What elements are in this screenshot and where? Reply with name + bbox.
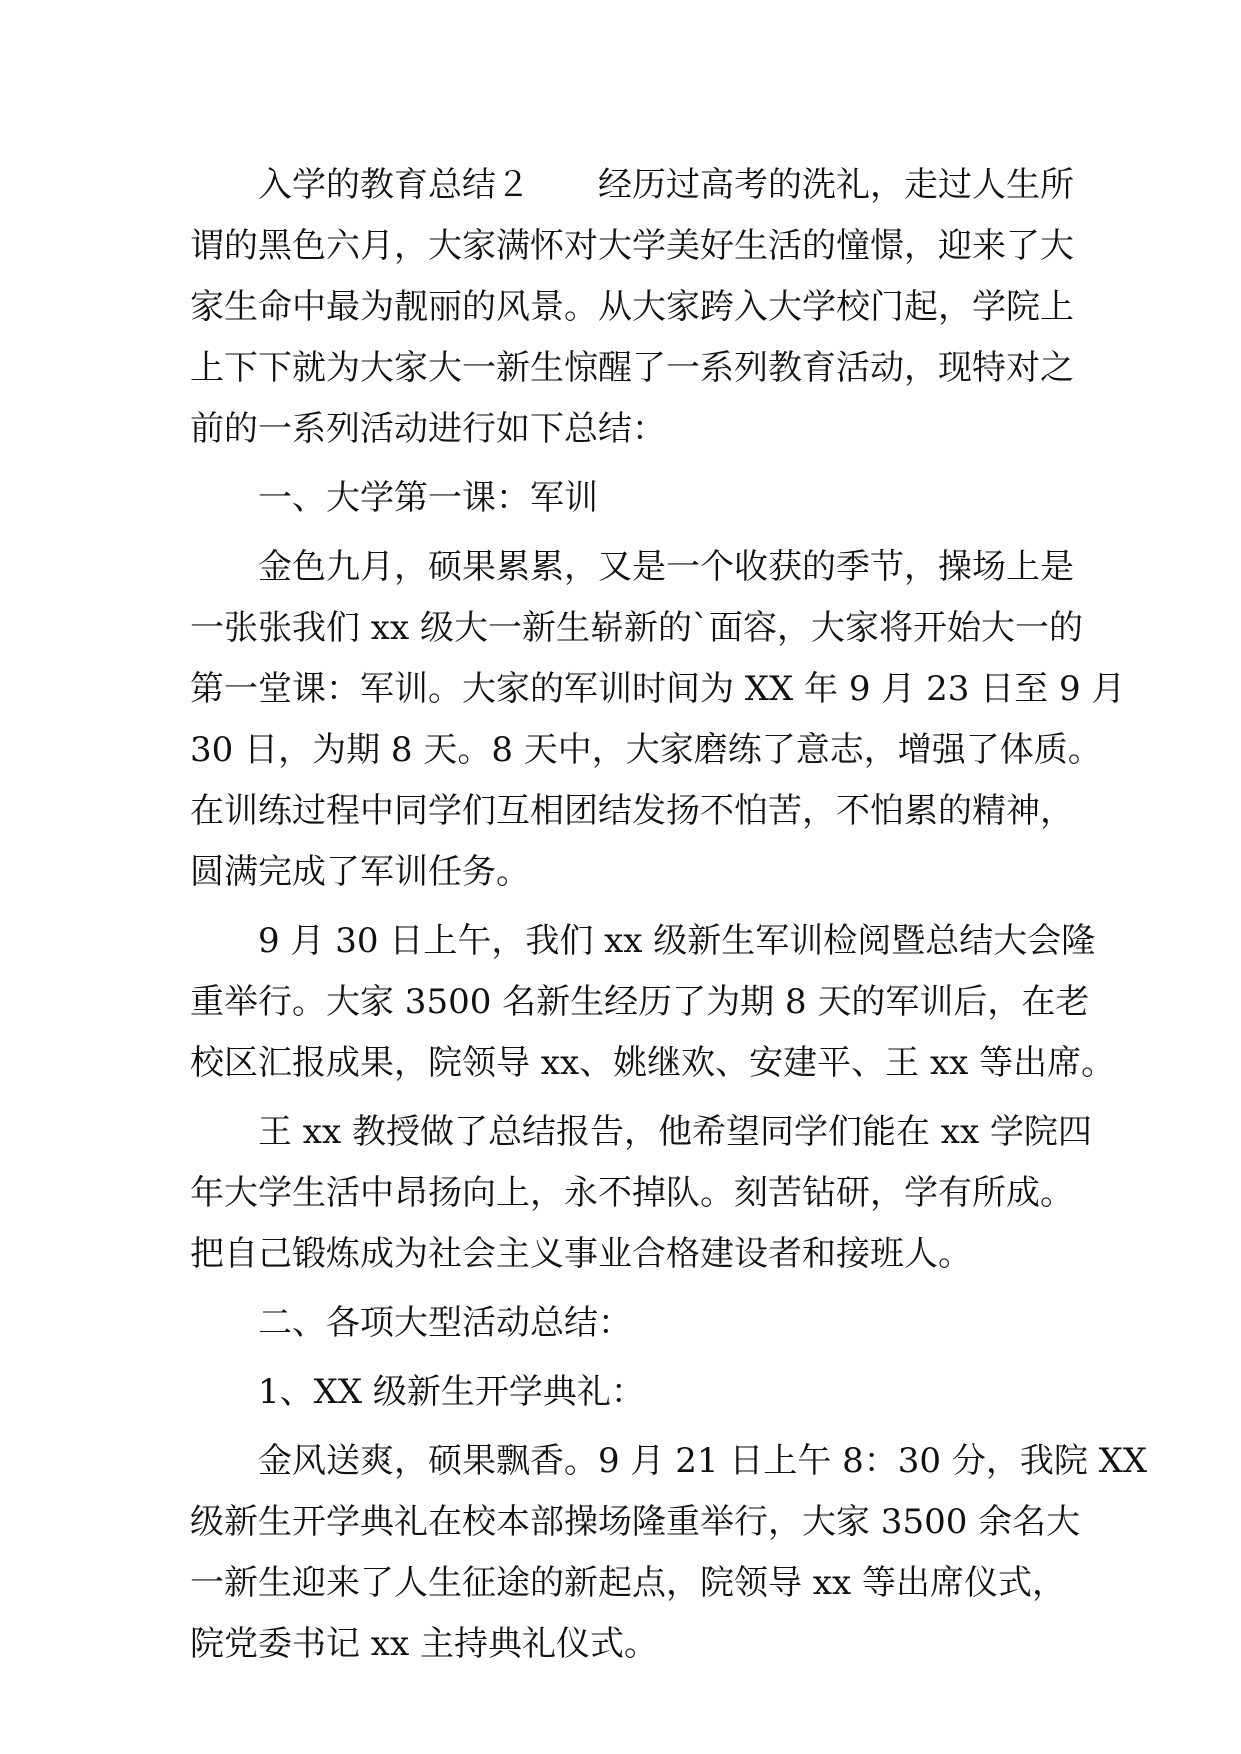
text-line: 二、各项大型活动总结： bbox=[190, 1303, 632, 1343]
section-heading-military-training bbox=[190, 468, 1070, 529]
text-line: 前的一系列活动进行如下总结： bbox=[190, 409, 666, 449]
paragraph-gap bbox=[190, 903, 1070, 911]
text-line: 30 日，为期 8 天。8 天中，大家磨练了意志，增强了体质。 bbox=[190, 730, 1102, 770]
text-line: 9 月 30 日上午，我们 xx 级新生军训检阅暨总结大会隆 bbox=[190, 921, 1096, 961]
paragraph-gap bbox=[190, 1423, 1070, 1431]
text-line: 第一堂课：军训。大家的军训时间为 XX 年 9 月 23 日至 9 月 bbox=[190, 669, 1126, 709]
text-line: 级新生开学典礼在校本部操场隆重举行，大家 3500 余名大 bbox=[190, 1502, 1081, 1542]
paragraph-professor-report bbox=[190, 1102, 1092, 1285]
paragraph-opening-ceremony bbox=[190, 1431, 1148, 1675]
text-line: 年大学生活中昂扬向上，永不掉队。刻苦钻研，学有所成。 bbox=[190, 1173, 1074, 1213]
paragraph-review-ceremony bbox=[190, 911, 1116, 1094]
text-line: 院党委书记 xx 主持典礼仪式。 bbox=[190, 1624, 658, 1664]
text-line: 入学的教育总结２ 经历过高考的洗礼，走过人生所 bbox=[190, 165, 1074, 205]
text-line: 金风送爽，硕果飘香。9 月 21 日上午 8：30 分，我院 XX bbox=[190, 1441, 1148, 1481]
subsection-heading-opening-ceremony bbox=[190, 1362, 1070, 1423]
text-line: 上下下就为大家大一新生惊醒了一系列教育活动，现特对之 bbox=[190, 348, 1074, 388]
section-heading-activities bbox=[190, 1293, 1070, 1354]
text-line: 校区汇报成果，院领导 xx、姚继欢、安建平、王 xx 等出席。 bbox=[190, 1043, 1116, 1083]
document-body bbox=[190, 155, 1148, 1675]
text-line: 重举行。大家 3500 名新生经历了为期 8 天的军训后，在老 bbox=[190, 982, 1090, 1022]
paragraph-gap bbox=[190, 1285, 1070, 1293]
paragraph-gap bbox=[190, 1354, 1070, 1362]
text-line: 王 xx 教授做了总结报告，他希望同学们能在 xx 学院四 bbox=[190, 1112, 1092, 1152]
paragraph-military-training bbox=[190, 537, 1126, 903]
text-line: 在训练过程中同学们互相团结发扬不怕苦，不怕累的精神， bbox=[190, 791, 1074, 831]
text-line: 谓的黑色六月，大家满怀对大学美好生活的憧憬，迎来了大 bbox=[190, 226, 1074, 266]
paragraph-gap bbox=[190, 1094, 1070, 1102]
paragraph-intro bbox=[190, 155, 1074, 460]
text-line: 一张张我们 xx 级大一新生崭新的`面容，大家将开始大一的 bbox=[190, 608, 1083, 648]
text-line: 一新生迎来了人生征途的新起点，院领导 xx 等出席仪式， bbox=[190, 1563, 1066, 1603]
text-line: 家生命中最为靓丽的风景。从大家跨入大学校门起，学院上 bbox=[190, 287, 1074, 327]
paragraph-gap bbox=[190, 460, 1070, 468]
text-line: 金色九月，硕果累累，又是一个收获的季节，操场上是 bbox=[190, 547, 1074, 587]
text-line: 一、大学第一课：军训 bbox=[190, 478, 598, 518]
paragraph-gap bbox=[190, 529, 1070, 537]
text-line: 圆满完成了军训任务。 bbox=[190, 852, 530, 892]
text-line: 1、XX 级新生开学典礼： bbox=[190, 1372, 645, 1412]
text-line: 把自己锻炼成为社会主义事业合格建设者和接班人。 bbox=[190, 1234, 972, 1274]
